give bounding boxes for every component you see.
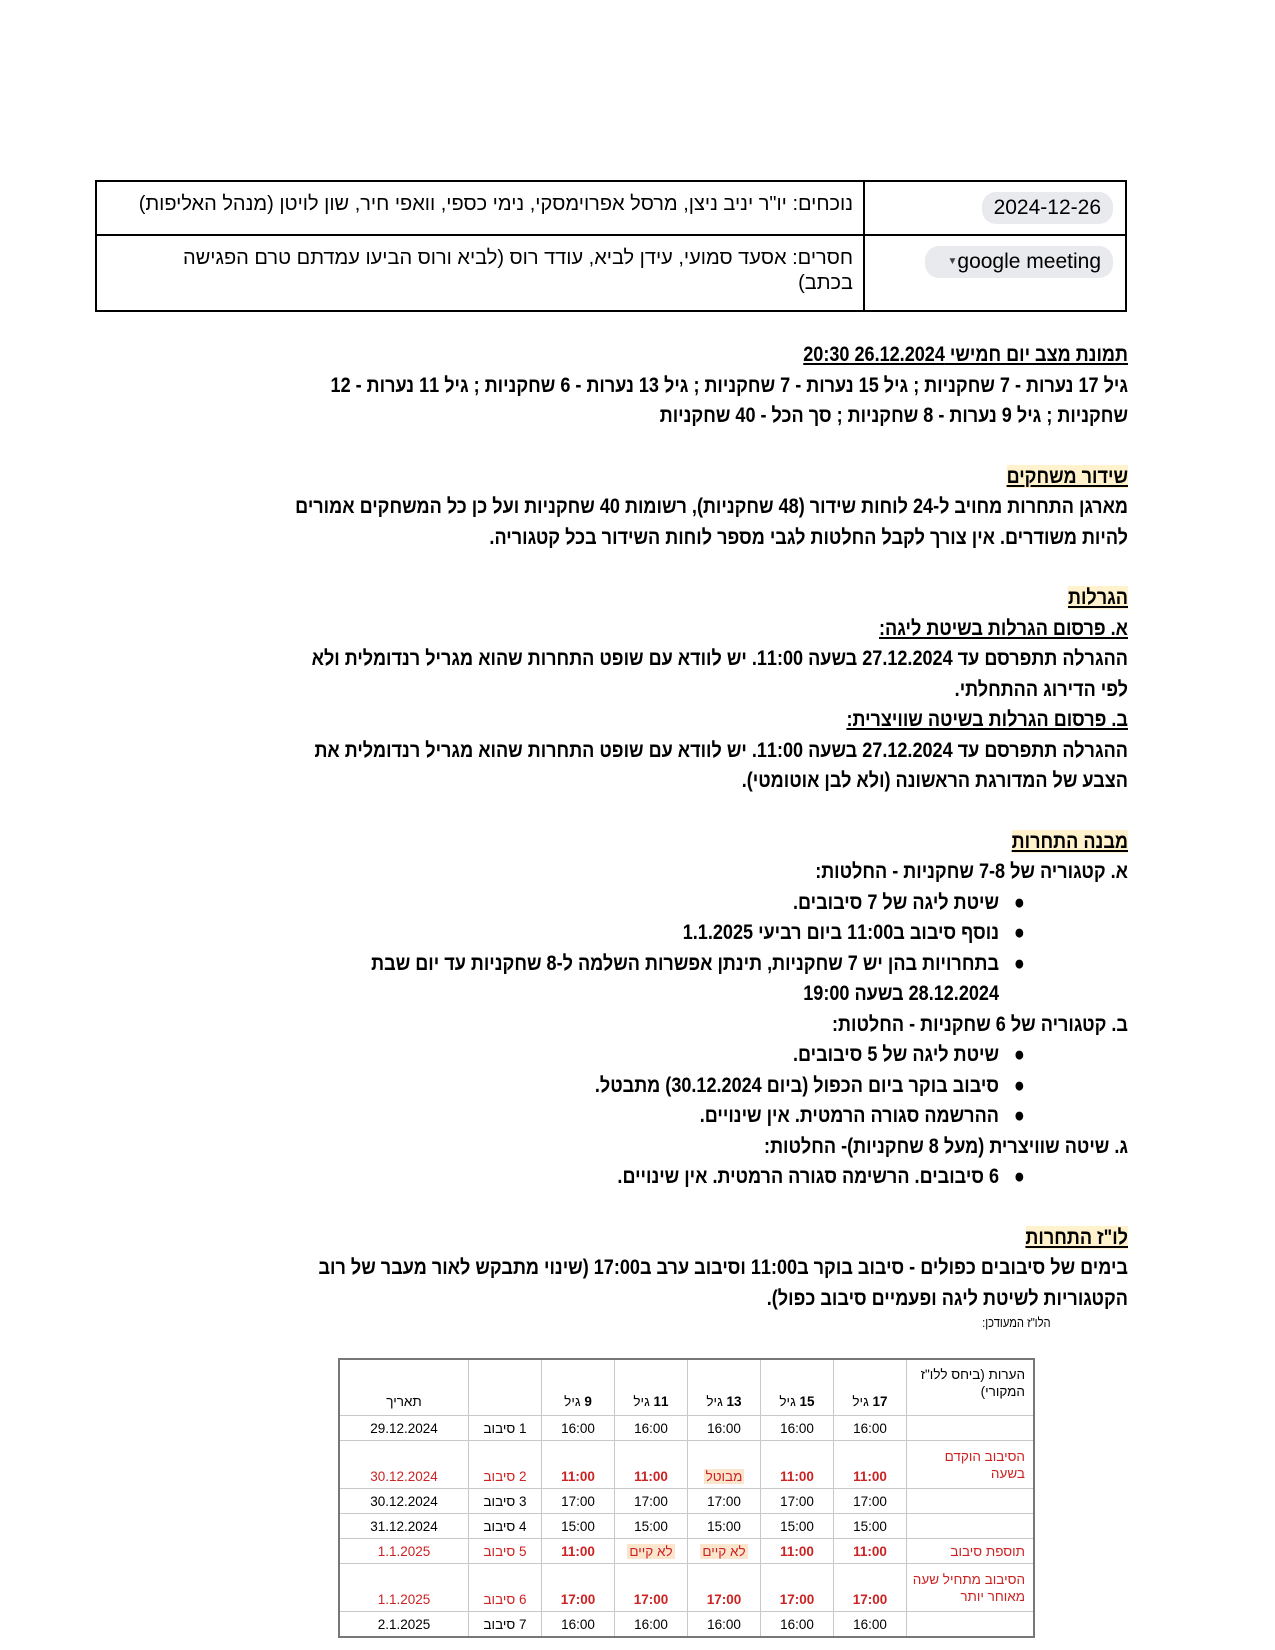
cell-notes xyxy=(907,1416,1035,1441)
cell-g11: 11:00 xyxy=(615,1441,688,1489)
table-row xyxy=(339,1612,1034,1638)
list-item: ● 6 סיבובים. הרשימה סגורה הרמטית. אין שינויים. xyxy=(287,1162,1128,1193)
cell-date: 1.1.2025 xyxy=(339,1564,469,1612)
cell-g17: 17:00 xyxy=(834,1489,907,1514)
header-age-13: 13 גיל xyxy=(688,1359,761,1416)
cell-g17: 16:00 xyxy=(834,1416,907,1441)
bullet-icon: ● xyxy=(1013,921,1025,944)
dropdown-caret-icon[interactable]: ▼ xyxy=(947,256,958,268)
header-age-17: 17 גיל xyxy=(834,1359,907,1416)
cell-g17: 11:00 xyxy=(834,1441,907,1489)
broadcast-heading-row xyxy=(287,462,1128,493)
header-date: תאריך xyxy=(339,1359,469,1416)
cell-g9: 16:00 xyxy=(542,1416,615,1441)
date-cell xyxy=(864,181,1126,235)
cell-round: 1 סיבוב xyxy=(469,1416,542,1441)
bullet-icon: ● xyxy=(1013,1073,1025,1097)
cell-g13: 17:00 xyxy=(688,1564,761,1612)
cell-g11: 17:00 xyxy=(615,1564,688,1612)
cell-date: 2.1.2025 xyxy=(339,1612,469,1638)
list-item: ● ההרשמה סגורה הרמטית. אין שינויים. xyxy=(287,1101,1128,1132)
structure-a-title: א. קטגוריה של 7-8 שחקניות - החלטות: xyxy=(815,860,1128,883)
draws-title: הגרלות xyxy=(1067,586,1128,609)
broadcast-line-2: להיות משודרים. אין צורך לקבל החלטות לגבי מספר לוחות השידור בכל קטגוריה. xyxy=(489,525,1128,549)
header-age-11: 11 גיל xyxy=(615,1359,688,1416)
draws-a-title: א. פרסום הגרלות בשיטת ליגה: xyxy=(879,616,1128,640)
schedule-header-row xyxy=(339,1359,1034,1416)
absent-line-2: בכתב) xyxy=(798,272,853,294)
location-label: google meeting xyxy=(957,250,1101,273)
list-item: ● שיטת ליגה של 5 סיבובים. xyxy=(287,1040,1128,1071)
list-item: ● נוסף סיבוב ב11:00 ביום רביעי 1.1.2025 xyxy=(287,918,1128,949)
cell-g11 xyxy=(615,1539,688,1564)
cell-g9: 11:00 xyxy=(542,1441,615,1489)
list-item-continuation: 28.12.2024 בשעה 19:00 xyxy=(803,982,999,1005)
cell-g13: 17:00 xyxy=(688,1489,761,1514)
table-row xyxy=(339,1489,1034,1514)
cell-g11: 17:00 xyxy=(615,1489,688,1514)
draws-a-line-2: לפי הדירוג ההתחלתי. xyxy=(954,677,1128,701)
cell-notes xyxy=(907,1612,1035,1638)
absent-line-1: חסרים: אסעד סמועי, עידן לביא, עודד רוס (לביא ורוס הביעו עמדתם טרם הפגישה xyxy=(183,247,853,269)
table-row xyxy=(339,1539,1034,1564)
cell-notes xyxy=(907,1489,1035,1514)
cell-date: 29.12.2024 xyxy=(339,1416,469,1441)
draws-b-line-2: הצבע של המדורגת הראשונה (ולא לבן אוטומטי). xyxy=(741,769,1128,792)
cell-g13: 15:00 xyxy=(688,1514,761,1539)
date-chip[interactable]: 2024-12-26 xyxy=(982,192,1113,224)
bullet-icon: ● xyxy=(1013,890,1025,914)
structure-c-title: ג. שיטה שוויצרית (מעל 8 שחקניות)- החלטות: xyxy=(764,1134,1128,1158)
schedule-line-2: הקטגוריות לשיטת ליגה ופעמיים סיבוב כפול). xyxy=(766,1286,1128,1310)
structure-title: מבנה התחרות xyxy=(1011,829,1128,853)
cell-notes: תוספת סיבוב xyxy=(907,1539,1035,1564)
schedule-line-1: בימים של סיבובים כפולים - סיבוב בוקר ב11:00 וסיבוב ערב ב17:00 (שינוי מתבקש לאור מעבר של רוב xyxy=(318,1256,1128,1279)
status-tag: לא קיים xyxy=(629,1543,673,1559)
meeting-header-table xyxy=(95,180,1127,312)
bullet-icon: ● xyxy=(1013,951,1025,975)
list-item: ● סיבוב בוקר ביום הכפול (ביום 30.12.2024) מתבטל. xyxy=(287,1071,1128,1102)
schedule-caption: הלו"ז המעודכן: xyxy=(982,1315,1051,1330)
cell-g15: 11:00 xyxy=(761,1441,834,1489)
header-notes: הערות (ביחס ללו"ז המקורי) xyxy=(907,1359,1035,1416)
cell-g11: 16:00 xyxy=(615,1416,688,1441)
table-row xyxy=(339,1441,1034,1489)
cell-g15: 16:00 xyxy=(761,1612,834,1638)
header-age-9: 9 גיל xyxy=(542,1359,615,1416)
bullet-icon: ● xyxy=(1013,1043,1025,1066)
cell-g11: 15:00 xyxy=(615,1514,688,1539)
table-row xyxy=(339,1564,1034,1612)
location-chip[interactable] xyxy=(925,246,1113,278)
table-row xyxy=(339,1416,1034,1441)
cell-g13 xyxy=(688,1539,761,1564)
schedule-heading-row xyxy=(287,1223,1128,1254)
cell-g15: 17:00 xyxy=(761,1564,834,1612)
status-line-2: שחקניות ; גיל 9 נערות - 8 שחקניות ; סך הכל - 40 שחקניות xyxy=(659,404,1128,427)
status-line-1: גיל 17 נערות - 7 שחקניות ; גיל 15 נערות - 7 שחקניות ; גיל 13 נערות - 6 שחקניות ; גיל 11 נערות - 12 xyxy=(330,373,1128,397)
header-round xyxy=(469,1359,542,1416)
cell-notes: הסיבוב הוקדם בשעה xyxy=(907,1441,1035,1489)
draws-a-line-1: ההגרלה תתפרסם עד 27.12.2024 בשעה 11:00. יש לוודא עם שופט התחרות שהוא מגריל רנדומלית ולא xyxy=(311,647,1128,670)
cell-g9: 11:00 xyxy=(542,1539,615,1564)
cell-g15: 17:00 xyxy=(761,1489,834,1514)
structure-b-title: ב. קטגוריה של 6 שחקניות - החלטות: xyxy=(832,1012,1128,1036)
bullet-icon: ● xyxy=(1013,1165,1025,1188)
status-title: תמונת מצב יום חמישי 26.12.2024 20:30 xyxy=(803,343,1128,366)
broadcast-line-1: מארגן התחרות מחויב ל-24 לוחות שידור (48 שחקניות), רשומות 40 שחקניות ועל כן כל המשחקים אמורים xyxy=(295,495,1128,518)
structure-heading-row xyxy=(287,827,1128,858)
cell-g15: 16:00 xyxy=(761,1416,834,1441)
draws-b-heading-row xyxy=(287,705,1128,736)
draws-b-title: ב. פרסום הגרלות בשיטה שוויצרית: xyxy=(846,708,1128,731)
cell-notes: הסיבוב מתחיל שעה מאוחר יותר xyxy=(907,1564,1035,1612)
cell-date: 30.12.2024 xyxy=(339,1489,469,1514)
cell-g9: 17:00 xyxy=(542,1489,615,1514)
list-item: ● בתחרויות בהן יש 7 שחקניות, תינתן אפשרות השלמה ל-8 שחקניות עד יום שבת xyxy=(287,949,1128,980)
cell-g9: 17:00 xyxy=(542,1564,615,1612)
cell-g17: 15:00 xyxy=(834,1514,907,1539)
cell-g9: 15:00 xyxy=(542,1514,615,1539)
status-tag: לא קיים xyxy=(702,1543,746,1559)
location-cell xyxy=(864,235,1126,311)
document-body xyxy=(150,340,1128,1332)
schedule-title: לו"ז התחרות xyxy=(1025,1225,1128,1249)
cell-date: 31.12.2024 xyxy=(339,1514,469,1539)
cell-g17: 17:00 xyxy=(834,1564,907,1612)
cell-notes xyxy=(907,1514,1035,1539)
draws-b-line-1: ההגרלה תתפרסם עד 27.12.2024 בשעה 11:00. יש לוודא עם שופט התחרות שהוא מגריל רנדומלית את xyxy=(314,738,1128,762)
broadcast-title: שידור משחקים xyxy=(1006,464,1128,488)
cell-g17: 11:00 xyxy=(834,1539,907,1564)
cell-g15: 11:00 xyxy=(761,1539,834,1564)
cell-g11: 16:00 xyxy=(615,1612,688,1638)
cell-round: 2 סיבוב xyxy=(469,1441,542,1489)
cell-date: 30.12.2024 xyxy=(339,1441,469,1489)
cell-g9: 16:00 xyxy=(542,1612,615,1638)
draws-a-heading-row xyxy=(287,614,1128,645)
cell-round: 4 סיבוב xyxy=(469,1514,542,1539)
cell-g17: 16:00 xyxy=(834,1612,907,1638)
cell-round: 7 סיבוב xyxy=(469,1612,542,1638)
absent-cell xyxy=(96,235,864,311)
status-tag: מבוטל xyxy=(705,1469,743,1484)
bullet-icon: ● xyxy=(1013,1104,1025,1127)
cell-round: 3 סיבוב xyxy=(469,1489,542,1514)
present-cell: נוכחים: יו"ר יניב ניצן, מרסל אפרוימסקי, נימי כספי, וואפי חיר, שון לויטן (מנהל האליפות) xyxy=(96,181,864,235)
draws-heading-row xyxy=(287,583,1128,614)
cell-g13: 16:00 xyxy=(688,1612,761,1638)
cell-date: 1.1.2025 xyxy=(339,1539,469,1564)
cell-round: 6 סיבוב xyxy=(469,1564,542,1612)
table-row xyxy=(339,1514,1034,1539)
cell-round: 5 סיבוב xyxy=(469,1539,542,1564)
header-age-15: 15 גיל xyxy=(761,1359,834,1416)
cell-g15: 15:00 xyxy=(761,1514,834,1539)
cell-g13 xyxy=(688,1441,761,1489)
status-section xyxy=(287,340,1128,371)
schedule-table xyxy=(338,1358,1035,1638)
list-item: ● שיטת ליגה של 7 סיבובים. xyxy=(287,888,1128,919)
cell-g13: 16:00 xyxy=(688,1416,761,1441)
